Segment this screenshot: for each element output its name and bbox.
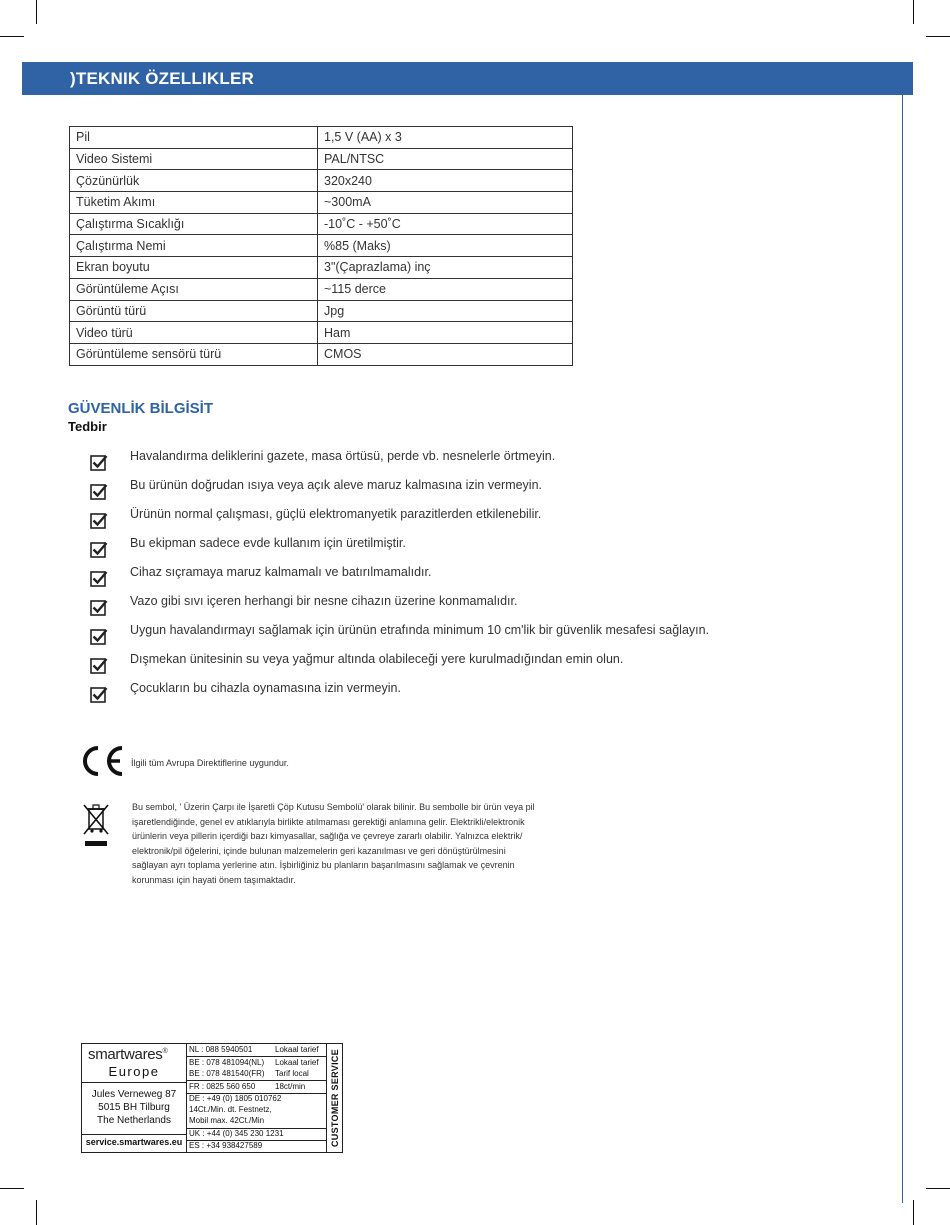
spec-key: Görüntüleme sensörü türü [70, 343, 318, 365]
spec-table [69, 126, 573, 366]
spec-value: Jpg [318, 300, 573, 322]
phone-line: 14Ct./Min. dt. Festnetz, [189, 1105, 272, 1114]
spec-key: Video türü [70, 322, 318, 344]
weee-line: sağlayan ayrı toplama yerlerine atın. İşbirliğiniz bu planların başarılmasını sağlamak ve çevrenin [132, 860, 515, 870]
spec-key: Çözünürlük [70, 170, 318, 192]
phone-line: BE : 078 481094(NL) [189, 1058, 265, 1067]
address [82, 1088, 186, 1127]
ce-statement: İlgili tüm Avrupa Direktiflerine uygundur. [131, 758, 289, 768]
spec-value: 320x240 [318, 170, 573, 192]
brand-area [82, 1044, 187, 1152]
spec-key: Görüntü türü [70, 300, 318, 322]
table-row [70, 278, 573, 300]
list-item [90, 564, 810, 593]
phone-line: UK : +44 (0) 345 230 1231 [189, 1129, 284, 1138]
phone-row [189, 1094, 325, 1103]
phone-line: FR : 0825 560 650 [189, 1082, 256, 1091]
table-row [70, 257, 573, 279]
checkbox-checked-icon [90, 598, 108, 616]
spec-value: ~115 derce [318, 278, 573, 300]
table-row [70, 192, 573, 214]
table-row [70, 322, 573, 344]
phone-row [189, 1069, 325, 1078]
phone-line: DE : +49 (0) 1805 010762 [189, 1094, 282, 1103]
spec-key: Tüketim Akımı [70, 192, 318, 214]
spec-value: Ham [318, 322, 573, 344]
customer-service-box [81, 1043, 343, 1153]
list-item [90, 477, 810, 506]
precaution-text: Çocukların bu cihazla oynamasına izin vermeyin. [130, 681, 401, 695]
table-row [70, 213, 573, 235]
crop-mark [36, 0, 37, 24]
table-row [70, 343, 573, 365]
customer-service-band [326, 1044, 343, 1152]
phone-row [189, 1116, 325, 1125]
weee-line: ürünlerin veya pillerin içerdiği bazı kimyasallar, sağlığa ve çevreye zararlı olabilir. Yalnızca elektrik/ [132, 831, 523, 841]
precaution-list [90, 448, 810, 709]
brand-logo [88, 1046, 167, 1063]
precaution-text: Cihaz sıçramaya maruz kalmamalı ve batırılmamalıdır. [130, 565, 432, 579]
list-item [90, 448, 810, 477]
address-line: The Netherlands [97, 1115, 171, 1126]
crop-mark [913, 1200, 914, 1225]
phone-row [189, 1058, 325, 1067]
checkbox-checked-icon [90, 540, 108, 558]
precaution-text: Bu ekipman sadece evde kullanım için üretilmiştir. [130, 536, 406, 550]
phone-tariff: Lokaal tarief [275, 1045, 319, 1054]
spec-value: PAL/NTSC [318, 148, 573, 170]
spec-value: CMOS [318, 343, 573, 365]
divider [186, 1080, 326, 1081]
page-edge-rule [902, 95, 903, 1203]
phone-line: BE : 078 481540(FR) [189, 1069, 265, 1078]
spec-value: ~300mA [318, 192, 573, 214]
divider [82, 1134, 186, 1135]
phone-tariff: Tarif local [275, 1069, 309, 1078]
phone-row [189, 1105, 325, 1114]
crop-mark [926, 1188, 950, 1189]
phone-tariff: 18ct/min [275, 1082, 306, 1091]
spec-key: Çalıştırma Sıcaklığı [70, 213, 318, 235]
weee-line: elektronik/pil öğelerini, içinde bulunan malzemelerin geri kazanılması ve geri dönüştürülmesini [132, 845, 506, 856]
table-row [70, 300, 573, 322]
crop-mark [36, 1200, 37, 1225]
spec-value: 1,5 V (AA) x 3 [318, 127, 573, 149]
weee-statement [132, 800, 602, 887]
phone-list [186, 1044, 326, 1152]
weee-line: Bu sembol, ' Üzerin Çarpı ile İşaretli Çöp Kutusu Sembolü' olarak bilinir. Bu sembolle bir ürün veya pil [132, 802, 535, 812]
spec-key: Ekran boyutu [70, 257, 318, 279]
crop-mark [913, 0, 914, 24]
service-website: service.smartwares.eu [85, 1137, 183, 1147]
weee-line: işaretlendiğinde, genel ev atıklarıyla birlikte atılmaması gerektiği anlamına gelir. Elektrikli/elektronik [132, 816, 525, 827]
crossed-bin-icon [82, 803, 110, 849]
section-header [22, 62, 913, 95]
phone-line: NL : 088 5940501 [189, 1045, 253, 1054]
divider [186, 1056, 326, 1057]
list-item [90, 651, 810, 680]
precaution-text: Dışmekan ünitesinin su veya yağmur altında olabileceği yere kurulmadığından emin olun. [130, 652, 624, 666]
phone-row [189, 1129, 325, 1138]
address-line: 5015 BH Tilburg [98, 1102, 170, 1113]
list-item [90, 506, 810, 535]
crop-mark [0, 1188, 24, 1189]
address-line: Jules Verneweg 87 [91, 1089, 177, 1100]
phone-row [189, 1141, 325, 1150]
checkbox-checked-icon [90, 569, 108, 587]
spec-key: Çalıştırma Nemi [70, 235, 318, 257]
table-row [70, 148, 573, 170]
weee-line: korunması için hayati önem taşımaktadır. [132, 874, 296, 885]
phone-tariff: Lokaal tarief [275, 1058, 319, 1067]
list-item [90, 593, 810, 622]
precaution-text: Vazo gibi sıvı içeren herhangi bir nesne cihazın üzerine konmamalıdır. [130, 594, 518, 608]
precaution-text: Uygun havalandırmayı sağlamak için ürünün etrafında minimum 10 cm'lik bir güvenlik mesafesi sağlayın. [130, 623, 710, 637]
phone-row [189, 1045, 325, 1054]
list-item [90, 622, 810, 651]
customer-service-label: CUSTOMER SERVICE [330, 1049, 340, 1147]
checkbox-checked-icon [90, 685, 108, 703]
checkbox-checked-icon [90, 511, 108, 529]
safety-title: GÜVENLİK BİLGİSİT [68, 400, 214, 417]
precaution-text: Havalandırma deliklerini gazete, masa örtüsü, perde vb. nesnelerle örtmeyin. [130, 449, 556, 463]
spec-key: Video Sistemi [70, 148, 318, 170]
brand-region: Europe [108, 1064, 160, 1079]
section-title: )TEKNIK ÖZELLIKLER [70, 69, 254, 88]
brand-name: smartwares [88, 1046, 163, 1063]
phone-line: ES : +34 938427589 [189, 1141, 263, 1150]
spec-value: 3"(Çaprazlama) inç [318, 257, 573, 279]
checkbox-checked-icon [90, 627, 108, 645]
crop-mark [0, 36, 24, 37]
list-item [90, 680, 810, 709]
safety-subtitle: Tedbir [68, 419, 107, 434]
spec-value: %85 (Maks) [318, 235, 573, 257]
checkbox-checked-icon [90, 482, 108, 500]
table-row [70, 170, 573, 192]
checkbox-checked-icon [90, 656, 108, 674]
precaution-text: Ürünün normal çalışması, güçlü elektromanyetik parazitlerden etkilenebilir. [130, 507, 542, 521]
table-row [70, 235, 573, 257]
spec-key: Pil [70, 127, 318, 149]
brand-mark: ® [162, 1048, 168, 1055]
divider [82, 1082, 186, 1083]
checkbox-checked-icon [90, 453, 108, 471]
table-row [70, 127, 573, 149]
precaution-text: Bu ürünün doğrudan ısıya veya açık aleve maruz kalmasına izin vermeyin. [130, 478, 543, 492]
crop-mark [926, 36, 950, 37]
spec-key: Görüntüleme Açısı [70, 278, 318, 300]
ce-mark-icon [78, 745, 126, 777]
phone-line: Mobil max. 42Ct./Min [189, 1116, 265, 1125]
spec-value: -10˚C - +50˚C [318, 213, 573, 235]
list-item [90, 535, 810, 564]
phone-row [189, 1082, 325, 1091]
